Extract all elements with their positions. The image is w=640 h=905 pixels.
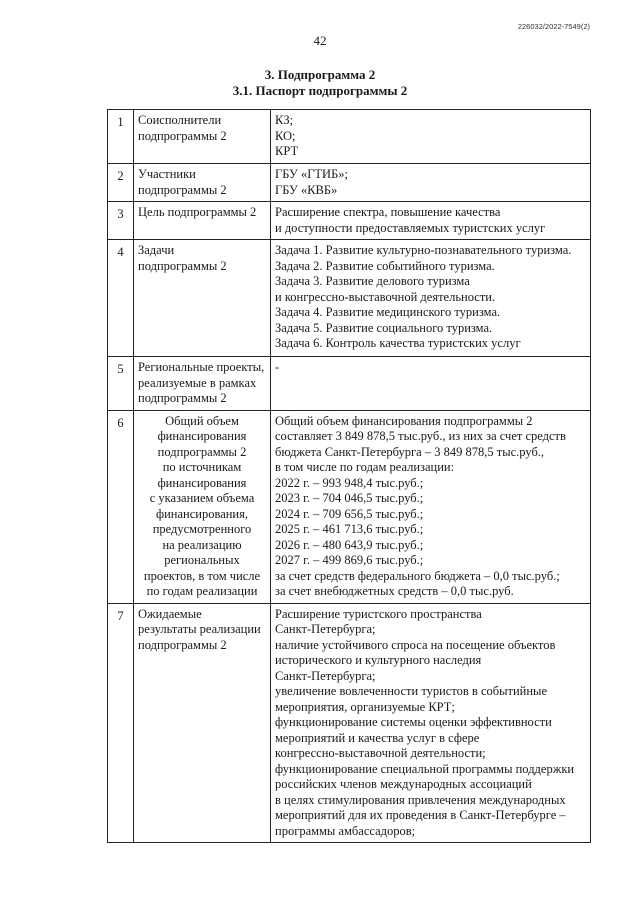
row-content-line: Задача 1. Развитие культурно-познавательного туризма. — [275, 243, 572, 257]
table-row — [108, 202, 591, 240]
row-content-cell — [271, 603, 591, 843]
row-content-cell — [271, 202, 591, 240]
row-name-line: региональных — [164, 553, 240, 567]
row-name-line: Общий объем — [165, 413, 239, 428]
row-content-line: составляет 3 849 878,5 тыс.руб., из них за счет средств — [275, 429, 566, 443]
row-content-line: и конгрессно-выставочной деятельности. — [275, 289, 496, 304]
row-name-line: Цель подпрограммы 2 — [138, 205, 257, 219]
section-heading: 3. Подпрограмма 2 — [264, 67, 376, 82]
row-content-line: 2023 г. – 704 046,5 тыс.руб.; — [275, 491, 424, 505]
row-content-line: российских членов международных ассоциаций — [275, 777, 532, 791]
row-name-line: предусмотренного — [152, 522, 252, 536]
row-name-cell — [134, 164, 271, 202]
row-number: 2 — [108, 164, 134, 202]
row-content-cell — [271, 240, 591, 357]
row-content-cell — [271, 357, 591, 411]
table-row — [108, 603, 591, 843]
row-content-line: за счет средств федерального бюджета – 0,0 тыс.руб.; — [275, 568, 560, 583]
row-content-line: 2022 г. – 993 948,4 тыс.руб.; — [275, 475, 424, 490]
row-content-line: Задача 2. Развитие событийного туризма. — [275, 258, 495, 273]
table-row — [108, 164, 591, 202]
row-name-line: финансирования — [157, 475, 247, 490]
row-number: 6 — [108, 410, 134, 603]
row-content-line: наличие устойчивого спроса на посещение объектов — [275, 637, 556, 652]
row-name-line: по годам реализации — [146, 584, 258, 598]
row-name-line: подпрограммы 2 — [138, 258, 227, 273]
page-number: 42 — [313, 33, 327, 48]
row-number: 1 — [108, 110, 134, 164]
row-name-line: на реализацию — [162, 537, 242, 552]
row-content-line: ГБУ «ГТИБ»; — [275, 167, 348, 181]
table-row — [108, 357, 591, 411]
row-name-line: проектов, в том числе — [143, 568, 261, 583]
table-row — [108, 240, 591, 357]
row-name-cell — [134, 202, 271, 240]
row-content-line: конгрессно-выставочной деятельности; — [275, 746, 486, 760]
row-content-line: исторического и культурного наследия — [275, 653, 482, 667]
row-content-line: программы амбассадоров; — [275, 823, 416, 838]
row-name-line: по источникам — [162, 460, 242, 474]
row-content-line: Санкт-Петербурга; — [275, 622, 376, 636]
row-name-line: Региональные проекты, — [138, 360, 265, 374]
document-registration-code: 226032/2022-7549(2) — [517, 22, 590, 31]
row-content-line: увеличение вовлеченности туристов в событийные — [275, 684, 547, 698]
row-number: 5 — [108, 357, 134, 411]
row-content-line: 2024 г. – 709 656,5 тыс.руб.; — [275, 506, 424, 521]
row-content-line: Задача 4. Развитие медицинского туризма. — [275, 305, 501, 319]
row-content-line: Расширение спектра, повышение качества — [275, 205, 501, 219]
row-content-cell — [271, 164, 591, 202]
row-content-line: 2025 г. – 461 713,6 тыс.руб.; — [275, 522, 424, 536]
row-content-line: 2026 г. – 480 643,9 тыс.руб.; — [275, 537, 424, 552]
row-name-line: Участники — [138, 167, 196, 181]
row-content-line: функционирование специальной программы поддержки — [275, 761, 575, 776]
row-content-line: в том числе по годам реализации: — [275, 460, 455, 474]
row-content-line: функционирование системы оценки эффективности — [275, 715, 552, 729]
row-content-line: мероприятия, организуемые КРТ; — [275, 699, 455, 714]
row-content-line: Общий объем финансирования подпрограммы 2 — [275, 413, 533, 428]
row-name-line: Соисполнители — [138, 113, 222, 127]
subsection-heading: 3.1. Паспорт подпрограммы 2 — [232, 83, 408, 98]
row-name-line: Ожидаемые — [138, 606, 202, 621]
row-name-line: финансирования — [157, 429, 247, 443]
row-name-line: подпрограммы 2 — [138, 637, 227, 652]
table-row — [108, 410, 591, 603]
row-content-line: в целях стимулирования привлечения международных — [275, 792, 566, 807]
row-name-line: подпрограммы 2 — [157, 444, 247, 459]
row-name-line: финансирования, — [156, 506, 248, 521]
row-name-cell — [134, 357, 271, 411]
row-name-line: Задачи — [138, 243, 175, 257]
row-content-line: Задача 6. Контроль качества туристских услуг — [275, 336, 521, 350]
row-name-line: подпрограммы 2 — [138, 128, 227, 143]
row-content-line: Санкт-Петербурга; — [275, 668, 376, 683]
row-content-line: за счет внебюджетных средств – 0,0 тыс.руб. — [275, 584, 514, 598]
row-name-line: реализуемые в рамках — [138, 375, 257, 390]
row-content-line: и доступности предоставляемых туристских услуг — [275, 220, 546, 235]
row-content-line: 2027 г. – 499 869,6 тыс.руб.; — [275, 553, 424, 567]
row-content-cell — [271, 410, 591, 603]
row-content-cell — [271, 110, 591, 164]
row-content-line: Задача 5. Развитие социального туризма. — [275, 320, 493, 335]
row-name-line: результаты реализации — [138, 622, 261, 636]
subprogram-passport-table — [107, 109, 591, 843]
row-content-line: мероприятий для их проведения в Санкт-Петербурге – — [275, 808, 566, 822]
row-content-line: КО; — [275, 128, 296, 143]
row-name-cell — [134, 110, 271, 164]
row-number: 3 — [108, 202, 134, 240]
row-content-line: Задача 3. Развитие делового туризма — [275, 274, 470, 288]
row-number: 7 — [108, 603, 134, 843]
row-name-line: подпрограммы 2 — [138, 391, 227, 405]
row-content-line: КЗ; — [275, 113, 294, 127]
row-name-cell — [134, 603, 271, 843]
table-row — [108, 110, 591, 164]
row-content-line: ГБУ «КВБ» — [275, 182, 338, 197]
row-name-line: с указанием объема — [149, 491, 255, 505]
row-name-cell — [134, 240, 271, 357]
row-name-cell — [134, 410, 271, 603]
row-content-line: Расширение туристского пространства — [275, 606, 482, 621]
row-content-line: - — [275, 360, 280, 374]
row-name-line: подпрограммы 2 — [138, 182, 227, 197]
row-content-line: КРТ — [275, 144, 299, 158]
row-number: 4 — [108, 240, 134, 357]
row-content-line: мероприятий и качества услуг в сфере — [275, 730, 480, 745]
row-content-line: бюджета Санкт-Петербурга – 3 849 878,5 тыс.руб., — [275, 444, 545, 459]
